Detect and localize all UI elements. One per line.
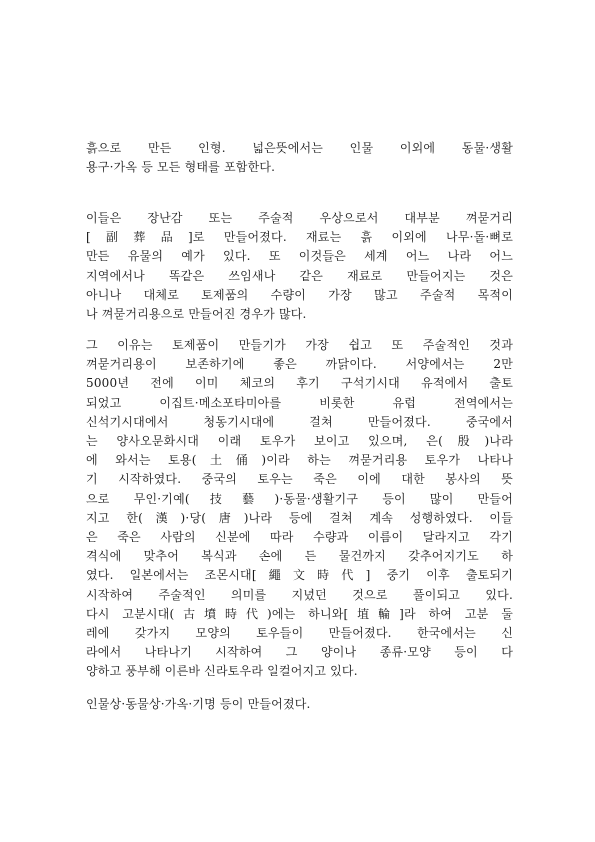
text-line: 는 양사오문화시대 이래 토우가 보이고 있으며, 은(殷)나라 (86, 434, 513, 449)
text-line: 만든 유물의 예가 있다. 또 이것들은 세계 어느 나라 어느 (86, 249, 513, 264)
text-line: 다시 고분시대(古墳時代)에는 하니와[埴輪]라 하여 고분 둘 (86, 606, 513, 621)
text-line: 나 껴묻거리용으로 만들어진 경우가 많다. (86, 307, 307, 322)
text-line: 용구·가옥 등 모든 형태를 포함한다. (86, 160, 276, 175)
text-line: 레에 갖가지 모양의 토우들이 만들어졌다. 한국에서는 신 (86, 626, 513, 641)
text-line: 껴묻거리용이 보존하기에 좋은 까닭이다. 서양에서는 2만 (86, 357, 513, 372)
text-line: [副葬品]로 만들어졌다. 재료는 흙 이외에 나무·돌·뼈로 (86, 230, 513, 245)
paragraph-materials (86, 209, 513, 324)
text-line: 지고 한(漢)·당(唐)나라 등에 걸쳐 계속 성행하였다. 이들 (86, 510, 513, 525)
text-line: 은 죽은 사람의 신분에 따라 수량과 이름이 달라지고 각기 (86, 530, 513, 545)
paragraph-definition (86, 139, 513, 177)
paragraph-history (86, 336, 513, 682)
text-line: 으로 무인·기예(技藝)·동물·생활기구 등이 많이 만들어 (86, 491, 513, 506)
text-line: 되었고 이집트·메소포타미아를 비롯한 유럽 전역에서는 (86, 395, 513, 410)
text-line: 지역에서나 똑같은 쓰임새나 같은 재료로 만들어지는 것은 (86, 268, 513, 283)
text-line: 이들은 장난감 또는 주술적 우상으로서 대부분 껴묻거리 (86, 211, 513, 225)
text-line: 5000년 전에 이미 체코의 후기 구석기시대 유적에서 출토 (86, 376, 513, 391)
text-line: 신석기시대에서 청동기시대에 걸쳐 만들어졌다. 중국에서 (86, 414, 513, 429)
text-line: 에 와서는 토용(土俑)이라 하는 껴묻거리용 토우가 나타나 (86, 453, 513, 468)
text-line: 아니나 대체로 토제품의 수량이 가장 많고 주술적 목적이 (86, 287, 513, 302)
paragraph-types (86, 695, 513, 714)
text-line: 라에서 나타나기 시작하여 그 양이나 종류·모양 등이 다 (86, 645, 513, 660)
text-line: 양하고 풍부해 이른바 신라토우라 일컬어지고 있다. (86, 664, 358, 679)
text-line: 기 시작하였다. 중국의 토우는 죽은 이에 대한 봉사의 뜻 (86, 472, 513, 487)
text-line: 흙으로 만든 인형. 넓은뜻에서는 인물 이외에 동물·생활 (86, 141, 513, 155)
text-line: 격식에 맞추어 복식과 손에 든 물건까지 갖추어지기도 하 (86, 549, 513, 564)
text-line: 그 이유는 토제품이 만들기가 가장 쉽고 또 주술적인 것과 (86, 338, 513, 352)
text-line: 시작하여 주술적인 의미를 지녔던 것으로 풀이되고 있다. (86, 587, 513, 602)
text-line: 였다. 일본에서는 조몬시대[繩文時代] 중기 이후 출토되기 (86, 568, 513, 583)
text-line: 인물상·동물상·가옥·기명 등이 만들어졌다. (86, 697, 311, 711)
